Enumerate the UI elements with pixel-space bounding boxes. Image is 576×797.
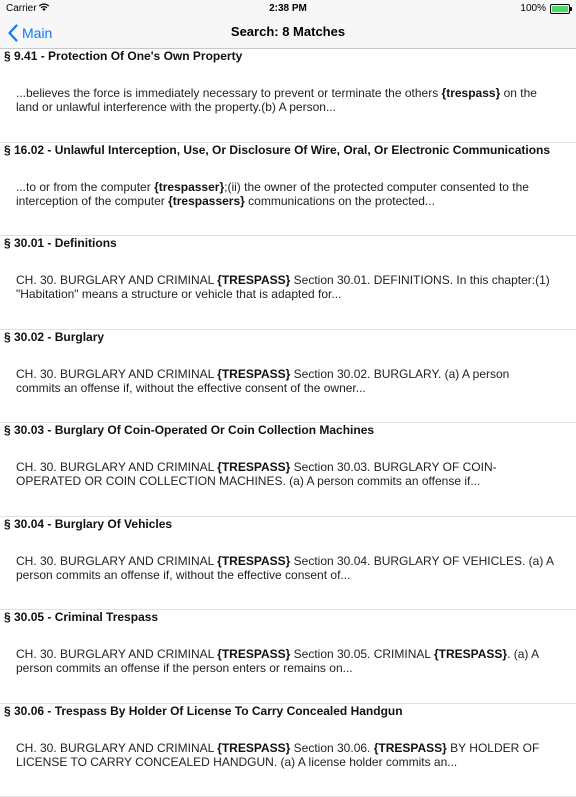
result-snippet bbox=[16, 554, 554, 582]
snippet-text: communications on the protected... bbox=[245, 194, 435, 208]
snippet-text: CH. 30. BURGLARY AND CRIMINAL bbox=[16, 460, 217, 474]
snippet-text: BY HOLDER OF LICENSE TO CARRY CONCEALED HANDGUN. (a) A license holder commits an... bbox=[16, 741, 539, 769]
result-title: § 30.06 - Trespass By Holder Of License To Carry Concealed Handgun bbox=[4, 704, 566, 718]
search-keyword-highlight: {TRESPASS} bbox=[217, 460, 290, 474]
result-snippet bbox=[16, 460, 554, 488]
snippet-text: CH. 30. BURGLARY AND CRIMINAL bbox=[16, 741, 217, 755]
search-keyword-highlight: {TRESPASS} bbox=[217, 741, 290, 755]
list-item[interactable] bbox=[0, 517, 576, 611]
result-snippet bbox=[16, 741, 554, 769]
search-keyword-highlight: {TRESPASS} bbox=[217, 554, 290, 568]
snippet-text: Section 30.04. BURGLARY OF VEHICLES. (a) A person commits an offense if, without the effective consent of... bbox=[16, 554, 553, 582]
search-keyword-highlight: {trespassers} bbox=[168, 194, 245, 208]
page-title: Search: 8 Matches bbox=[0, 24, 576, 39]
status-bar bbox=[0, 0, 576, 18]
snippet-text: Section 30.01. DEFINITIONS. In this chapter:(1) "Habitation" means a structure or vehicle that is adapted for... bbox=[16, 273, 550, 301]
list-item[interactable] bbox=[0, 236, 576, 330]
result-title: § 16.02 - Unlawful Interception, Use, Or Disclosure Of Wire, Oral, Or Electronic Communications bbox=[4, 143, 566, 157]
snippet-text: ...believes the force is immediately necessary to prevent or terminate the others bbox=[16, 86, 442, 100]
back-button-label: Main bbox=[22, 25, 52, 41]
clock: 2:38 PM bbox=[0, 3, 576, 14]
snippet-text: CH. 30. BURGLARY AND CRIMINAL bbox=[16, 554, 217, 568]
search-keyword-highlight: {TRESPASS} bbox=[434, 647, 507, 661]
snippet-text: Section 30.05. CRIMINAL bbox=[290, 647, 434, 661]
result-title: § 9.41 - Protection Of One's Own Property bbox=[4, 49, 566, 63]
snippet-text: CH. 30. BURGLARY AND CRIMINAL bbox=[16, 367, 217, 381]
snippet-text: . (a) A person commits an offense if the person enters or remains on... bbox=[16, 647, 538, 675]
snippet-text: Section 30.03. BURGLARY OF COIN-OPERATED OR COIN COLLECTION MACHINES. (a) A person commits an offense if... bbox=[16, 460, 497, 488]
snippet-text: on the land or unlawful interference with the property.(b) A person... bbox=[16, 86, 537, 114]
search-keyword-highlight: {trespass} bbox=[442, 86, 501, 100]
result-title: § 30.02 - Burglary bbox=[4, 330, 566, 344]
search-results-list bbox=[0, 49, 576, 797]
search-keyword-highlight: {trespasser} bbox=[154, 180, 224, 194]
snippet-text: Section 30.02. BURGLARY. (a) A person commits an offense if, without the effective consent of the owner... bbox=[16, 367, 509, 395]
result-snippet bbox=[16, 180, 554, 208]
list-item[interactable] bbox=[0, 704, 576, 797]
carrier-label: Carrier bbox=[6, 3, 37, 14]
list-item[interactable] bbox=[0, 143, 576, 237]
result-snippet bbox=[16, 367, 554, 395]
list-item[interactable] bbox=[0, 423, 576, 517]
snippet-text: ...to or from the computer bbox=[16, 180, 154, 194]
search-keyword-highlight: {TRESPASS} bbox=[374, 741, 447, 755]
result-title: § 30.01 - Definitions bbox=[4, 236, 566, 250]
result-snippet bbox=[16, 647, 554, 675]
snippet-text: CH. 30. BURGLARY AND CRIMINAL bbox=[16, 273, 217, 287]
list-item[interactable] bbox=[0, 330, 576, 424]
list-item[interactable] bbox=[0, 49, 576, 143]
snippet-text: Section 30.06. bbox=[290, 741, 373, 755]
search-keyword-highlight: {TRESPASS} bbox=[217, 273, 290, 287]
result-snippet bbox=[16, 86, 554, 114]
result-title: § 30.05 - Criminal Trespass bbox=[4, 610, 566, 624]
result-snippet bbox=[16, 273, 554, 301]
battery-icon bbox=[550, 4, 570, 14]
list-item[interactable] bbox=[0, 610, 576, 704]
result-title: § 30.03 - Burglary Of Coin-Operated Or Coin Collection Machines bbox=[4, 423, 566, 437]
search-keyword-highlight: {TRESPASS} bbox=[217, 647, 290, 661]
result-title: § 30.04 - Burglary Of Vehicles bbox=[4, 517, 566, 531]
snippet-text: ;(ii) the owner of the protected computer consented to the interception of the computer bbox=[16, 180, 529, 208]
snippet-text: CH. 30. BURGLARY AND CRIMINAL bbox=[16, 647, 217, 661]
navigation-bar bbox=[0, 18, 576, 49]
battery-percentage: 100% bbox=[520, 3, 546, 14]
search-keyword-highlight: {TRESPASS} bbox=[217, 367, 290, 381]
